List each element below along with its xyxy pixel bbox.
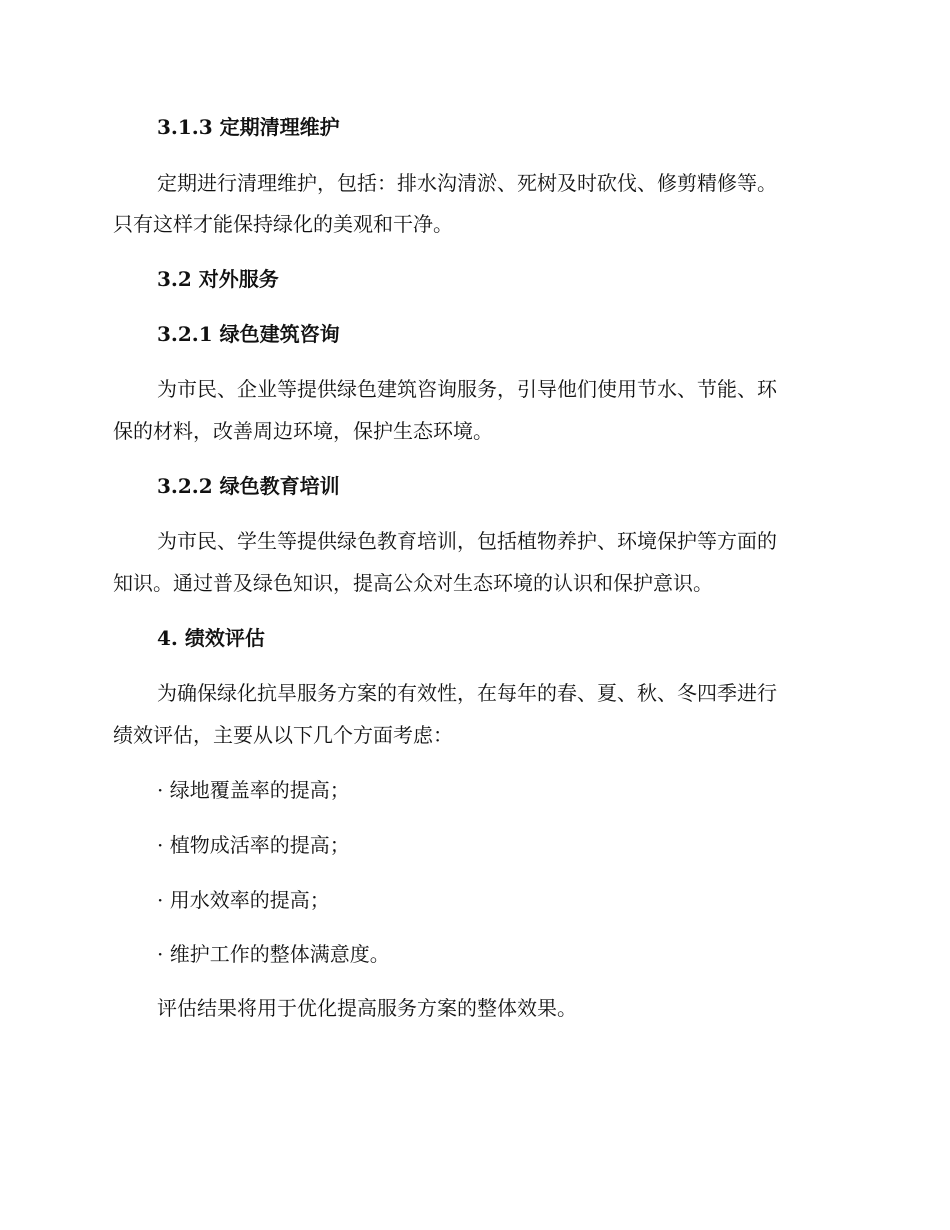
section-heading-3-2-2: 3.2.2 绿色教育培训: [157, 474, 340, 498]
paragraph-3-2-1-line-1: 为市民、企业等提供绿色建筑咨询服务，引导他们使用节水、节能、环: [157, 377, 777, 401]
paragraph-3-2-2-line-1: 为市民、学生等提供绿色教育培训，包括植物养护、环境保护等方面的: [157, 529, 777, 553]
bullet-item-1: · 绿地覆盖率的提高；: [157, 778, 350, 802]
conclusion-paragraph: 评估结果将用于优化提高服务方案的整体效果。: [157, 996, 577, 1020]
bullet-item-3: · 用水效率的提高；: [157, 888, 330, 912]
section-heading-4: 4. 绩效评估: [157, 626, 265, 650]
section-heading-3-1-3: 3.1.3 定期清理维护: [157, 115, 340, 139]
paragraph-4-line-2: 绩效评估，主要从以下几个方面考虑：: [113, 723, 453, 747]
paragraph-3-1-3-line-1: 定期进行清理维护，包括：排水沟清淤、死树及时砍伐、修剪精修等。: [157, 171, 777, 195]
paragraph-3-1-3-line-2: 只有这样才能保持绿化的美观和干净。: [113, 212, 453, 236]
bullet-item-2: · 植物成活率的提高；: [157, 833, 350, 857]
section-heading-3-2: 3.2 对外服务: [157, 267, 279, 291]
paragraph-3-2-2-line-2: 知识。通过普及绿色知识，提高公众对生态环境的认识和保护意识。: [113, 571, 713, 595]
section-heading-3-2-1: 3.2.1 绿色建筑咨询: [157, 322, 340, 346]
paragraph-3-2-1-line-2: 保的材料，改善周边环境，保护生态环境。: [113, 419, 493, 443]
paragraph-4-line-1: 为确保绿化抗旱服务方案的有效性，在每年的春、夏、秋、冬四季进行: [157, 681, 777, 705]
bullet-item-4: · 维护工作的整体满意度。: [157, 942, 390, 966]
